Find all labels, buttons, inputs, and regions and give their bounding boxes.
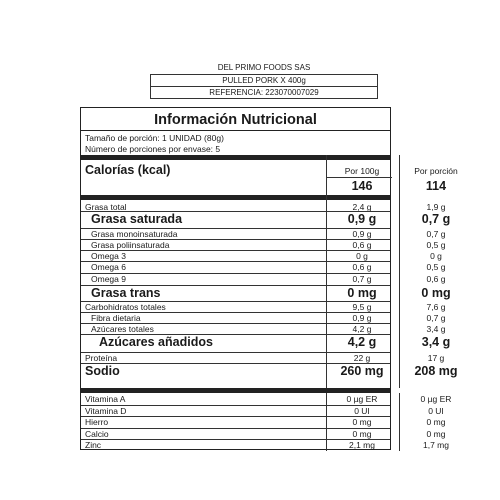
total-fat-per100g: 2,4 g	[352, 202, 372, 212]
calories-per100g: 146	[351, 179, 373, 193]
total-sugars-label: Azúcares totales	[91, 324, 154, 334]
servings-per-container: Número de porciones por envase: 5	[85, 144, 221, 154]
panel-title: Información Nutricional	[81, 108, 390, 131]
protein-per100g: 22 g	[353, 353, 371, 363]
reference-code: REFERENCIA: 223070007029	[150, 86, 378, 99]
added-sugars-perserving: 3,4 g	[421, 335, 451, 349]
added-sugars-label: Azúcares añadidos	[99, 335, 213, 349]
protein-label: Proteína	[85, 353, 118, 363]
total-carbs-perserving: 7,6 g	[426, 302, 446, 312]
zinc-perserving: 1,7 mg	[423, 440, 449, 450]
total-carbs-per100g: 9,5 g	[352, 302, 372, 312]
polyunsaturated-fat-label: Grasa poliinsaturada	[91, 240, 170, 250]
saturated-fat-perserving: 0,7 g	[421, 212, 451, 226]
omega-3-per100g: 0 g	[356, 251, 368, 261]
omega-6-label: Omega 6	[91, 262, 126, 272]
dietary-fiber-perserving: 0,7 g	[426, 313, 446, 323]
vitamin-a-label: Vitamina A	[85, 394, 126, 404]
iron-per100g: 0 mg	[352, 417, 372, 427]
protein-perserving: 17 g	[427, 353, 445, 363]
calcium-label: Calcio	[85, 429, 109, 439]
polyunsaturated-fat-perserving: 0,5 g	[426, 240, 446, 250]
iron-perserving: 0 mg	[426, 417, 446, 427]
col-header-perserving: Por porción	[414, 166, 458, 176]
total-fat-perserving: 1,9 g	[426, 202, 446, 212]
nutrition-facts-panel	[80, 107, 458, 450]
omega-6-perserving: 0,5 g	[426, 262, 446, 272]
total-carbs-label: Carbohidratos totales	[85, 302, 166, 312]
total-sugars-per100g: 4,2 g	[352, 324, 372, 334]
calories-perserving: 114	[425, 179, 447, 193]
total-sugars-perserving: 3,4 g	[426, 324, 446, 334]
dietary-fiber-label: Fibra dietaria	[91, 313, 141, 323]
sodium-perserving: 208 mg	[414, 364, 458, 378]
saturated-fat-label: Grasa saturada	[91, 212, 183, 226]
trans-fat-label: Grasa trans	[91, 286, 161, 300]
trans-fat-per100g: 0 mg	[347, 286, 377, 300]
calcium-per100g: 0 mg	[352, 429, 372, 439]
vitamin-d-label: Vitamina D	[85, 406, 127, 416]
product-name: PULLED PORK X 400g	[150, 74, 378, 87]
vitamin-d-per100g: 0 UI	[354, 406, 370, 416]
omega-6-per100g: 0,6 g	[352, 262, 372, 272]
vitamin-a-per100g: 0 µg ER	[346, 394, 378, 404]
zinc-label: Zinc	[85, 440, 102, 450]
monounsaturated-fat-label: Grasa monoinsaturada	[91, 229, 178, 239]
iron-label: Hierro	[85, 417, 109, 427]
polyunsaturated-fat-per100g: 0,6 g	[352, 240, 372, 250]
monounsaturated-fat-perserving: 0,7 g	[426, 229, 446, 239]
trans-fat-perserving: 0 mg	[421, 286, 451, 300]
monounsaturated-fat-per100g: 0,9 g	[352, 229, 372, 239]
calcium-perserving: 0 mg	[426, 429, 446, 439]
sodium-label: Sodio	[85, 364, 120, 378]
calories-label: Calorías (kcal)	[85, 163, 171, 177]
omega-3-perserving: 0 g	[430, 251, 442, 261]
vitamin-a-perserving: 0 µg ER	[420, 394, 452, 404]
total-fat-label: Grasa total	[85, 202, 127, 212]
zinc-per100g: 2,1 mg	[349, 440, 375, 450]
company-name: DEL PRIMO FOODS SAS	[217, 63, 311, 72]
saturated-fat-per100g: 0,9 g	[347, 212, 377, 226]
col-header-per100g: Por 100g	[344, 166, 380, 176]
dietary-fiber-per100g: 0,9 g	[352, 313, 372, 323]
omega-9-perserving: 0,6 g	[426, 274, 446, 284]
omega-9-per100g: 0,7 g	[352, 274, 372, 284]
added-sugars-per100g: 4,2 g	[347, 335, 377, 349]
omega-9-label: Omega 9	[91, 274, 126, 284]
omega-3-label: Omega 3	[91, 251, 126, 261]
sodium-per100g: 260 mg	[340, 364, 384, 378]
vitamin-d-perserving: 0 UI	[428, 406, 444, 416]
serving-size: Tamaño de porción: 1 UNIDAD (80g)	[85, 133, 224, 143]
